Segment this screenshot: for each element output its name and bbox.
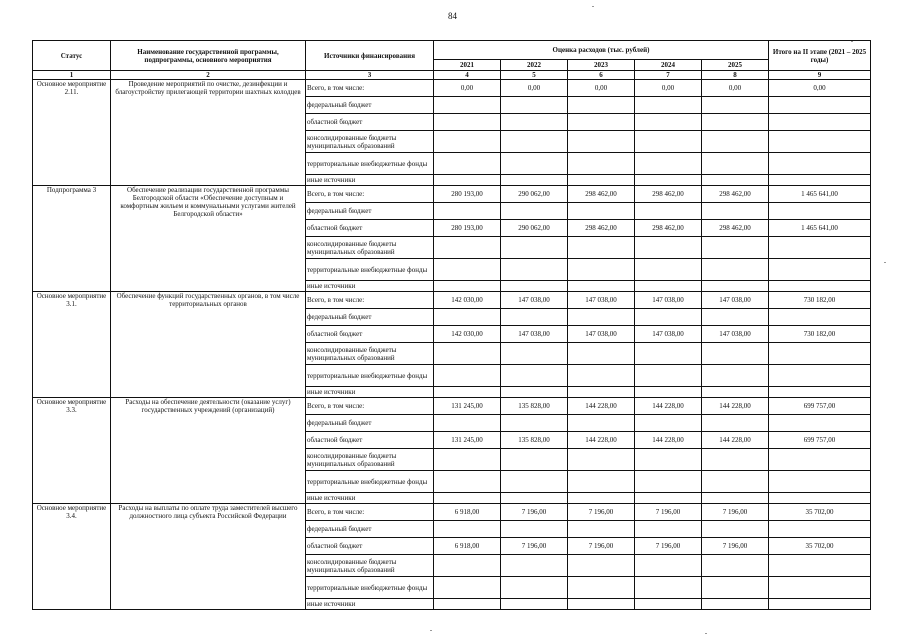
funding-source-cell: Всего, в том числе:: [306, 398, 434, 415]
year-value-cell: [568, 131, 635, 153]
year-value-cell: [702, 97, 769, 114]
column-number: 2: [111, 71, 306, 80]
year-value-cell: [434, 153, 501, 175]
year-value-cell: [434, 493, 501, 504]
year-value-cell: [501, 493, 568, 504]
year-value-cell: [635, 449, 702, 471]
program-name-cell: Расходы на выплаты по оплате труда заместителей высшего должностного лица субъекта Российской Федерации: [111, 504, 306, 610]
year-value-cell: [702, 175, 769, 186]
year-value-cell: [501, 97, 568, 114]
year-value-cell: 298 462,00: [702, 220, 769, 237]
year-value-cell: [434, 577, 501, 599]
total-value-cell: 35 702,00: [769, 538, 871, 555]
year-value-cell: 147 038,00: [702, 326, 769, 343]
year-value-cell: 6 918,00: [434, 538, 501, 555]
year-value-cell: 135 828,00: [501, 432, 568, 449]
year-value-cell: [568, 471, 635, 493]
header-year: 2025: [702, 60, 769, 71]
year-value-cell: 144 228,00: [635, 432, 702, 449]
total-value-cell: 699 757,00: [769, 432, 871, 449]
year-value-cell: 7 196,00: [501, 538, 568, 555]
year-value-cell: [635, 131, 702, 153]
year-value-cell: [702, 281, 769, 292]
total-value-cell: [769, 365, 871, 387]
column-number: 1: [33, 71, 111, 80]
year-value-cell: [501, 577, 568, 599]
header-year: 2022: [501, 60, 568, 71]
year-value-cell: 147 038,00: [501, 326, 568, 343]
funding-source-cell: федеральный бюджет: [306, 203, 434, 220]
year-value-cell: [501, 175, 568, 186]
year-value-cell: [568, 309, 635, 326]
year-value-cell: [434, 175, 501, 186]
funding-source-cell: иные источники: [306, 599, 434, 610]
status-cell: Основное мероприятие 3.1.: [33, 292, 111, 398]
header-name: Наименование государственной программы, подпрограммы, основного мероприятия: [111, 41, 306, 71]
total-value-cell: [769, 471, 871, 493]
scan-speck: [851, 41, 853, 42]
year-value-cell: 280 193,00: [434, 186, 501, 203]
year-value-cell: [635, 114, 702, 131]
year-value-cell: [434, 521, 501, 538]
column-number-row: [33, 71, 871, 80]
year-value-cell: [501, 203, 568, 220]
status-cell: Основное мероприятие 3.3.: [33, 398, 111, 504]
year-value-cell: [568, 97, 635, 114]
year-value-cell: [702, 493, 769, 504]
year-value-cell: [702, 131, 769, 153]
year-value-cell: [635, 309, 702, 326]
total-value-cell: 699 757,00: [769, 398, 871, 415]
header-year: 2024: [635, 60, 702, 71]
total-value-cell: 0,00: [769, 80, 871, 97]
table-row: [33, 398, 871, 415]
year-value-cell: [702, 449, 769, 471]
funding-source-cell: федеральный бюджет: [306, 521, 434, 538]
year-value-cell: 147 038,00: [635, 292, 702, 309]
year-value-cell: [635, 281, 702, 292]
year-value-cell: [702, 114, 769, 131]
total-value-cell: [769, 237, 871, 259]
year-value-cell: 147 038,00: [568, 326, 635, 343]
year-value-cell: [635, 175, 702, 186]
year-value-cell: [702, 599, 769, 610]
year-value-cell: [568, 281, 635, 292]
program-name-cell: Обеспечение функций государственных органов, в том числе территориальных органов: [111, 292, 306, 398]
total-value-cell: [769, 415, 871, 432]
year-value-cell: [501, 281, 568, 292]
year-value-cell: [635, 493, 702, 504]
year-value-cell: 6 918,00: [434, 504, 501, 521]
total-value-cell: [769, 153, 871, 175]
year-value-cell: [434, 237, 501, 259]
year-value-cell: [434, 449, 501, 471]
year-value-cell: [434, 114, 501, 131]
total-value-cell: 730 182,00: [769, 326, 871, 343]
total-value-cell: [769, 281, 871, 292]
year-value-cell: [568, 599, 635, 610]
year-value-cell: 142 030,00: [434, 326, 501, 343]
funding-source-cell: Всего, в том числе:: [306, 186, 434, 203]
funding-source-cell: иные источники: [306, 387, 434, 398]
funding-source-cell: Всего, в том числе:: [306, 292, 434, 309]
funding-source-cell: консолидированные бюджеты муниципальных образований: [306, 237, 434, 259]
year-value-cell: [568, 415, 635, 432]
scan-speck: [884, 262, 886, 263]
table-body: [33, 80, 871, 610]
year-value-cell: [568, 343, 635, 365]
header-estimate: Оценка расходов (тыс. рублей): [434, 41, 769, 60]
year-value-cell: 7 196,00: [702, 504, 769, 521]
year-value-cell: 144 228,00: [568, 398, 635, 415]
total-value-cell: [769, 577, 871, 599]
year-value-cell: [568, 365, 635, 387]
year-value-cell: [702, 153, 769, 175]
year-value-cell: [434, 309, 501, 326]
year-value-cell: 142 030,00: [434, 292, 501, 309]
year-value-cell: [702, 555, 769, 577]
funding-source-cell: областной бюджет: [306, 220, 434, 237]
year-value-cell: [501, 387, 568, 398]
year-value-cell: [702, 259, 769, 281]
year-value-cell: 0,00: [702, 80, 769, 97]
year-value-cell: [501, 131, 568, 153]
scan-speck: [592, 6, 594, 7]
funding-source-cell: федеральный бюджет: [306, 97, 434, 114]
column-number: 8: [702, 71, 769, 80]
year-value-cell: 147 038,00: [635, 326, 702, 343]
year-value-cell: [702, 203, 769, 220]
year-value-cell: [568, 203, 635, 220]
year-value-cell: [568, 114, 635, 131]
year-value-cell: 0,00: [434, 80, 501, 97]
year-value-cell: [501, 449, 568, 471]
total-value-cell: 730 182,00: [769, 292, 871, 309]
total-value-cell: [769, 309, 871, 326]
year-value-cell: 7 196,00: [635, 538, 702, 555]
year-value-cell: [635, 203, 702, 220]
year-value-cell: [702, 387, 769, 398]
funding-source-cell: федеральный бюджет: [306, 309, 434, 326]
total-value-cell: 1 465 641,00: [769, 220, 871, 237]
year-value-cell: [702, 471, 769, 493]
funding-source-cell: территориальные внебюджетные фонды: [306, 259, 434, 281]
year-value-cell: [501, 309, 568, 326]
funding-source-cell: иные источники: [306, 493, 434, 504]
funding-source-cell: Всего, в том числе:: [306, 504, 434, 521]
status-cell: Подпрограмма 3: [33, 186, 111, 292]
table-header: [33, 41, 871, 80]
total-value-cell: [769, 97, 871, 114]
year-value-cell: [501, 343, 568, 365]
year-value-cell: [702, 237, 769, 259]
page-number: 84: [448, 11, 457, 21]
funding-source-cell: консолидированные бюджеты муниципальных образований: [306, 449, 434, 471]
year-value-cell: [635, 153, 702, 175]
total-value-cell: 1 465 641,00: [769, 186, 871, 203]
funding-source-cell: консолидированные бюджеты муниципальных образований: [306, 131, 434, 153]
year-value-cell: [501, 521, 568, 538]
column-number: 9: [769, 71, 871, 80]
year-value-cell: 0,00: [635, 80, 702, 97]
column-number: 6: [568, 71, 635, 80]
year-value-cell: [434, 281, 501, 292]
total-value-cell: [769, 259, 871, 281]
column-number: 7: [635, 71, 702, 80]
year-value-cell: [568, 577, 635, 599]
scan-speck: [430, 630, 432, 631]
year-value-cell: [434, 343, 501, 365]
year-value-cell: [434, 259, 501, 281]
table-row: [33, 292, 871, 309]
total-value-cell: [769, 343, 871, 365]
scan-speck: [705, 633, 707, 634]
total-value-cell: [769, 521, 871, 538]
column-number: 4: [434, 71, 501, 80]
year-value-cell: [434, 203, 501, 220]
table-row: [33, 80, 871, 97]
program-name-cell: Проведение мероприятий по очистке, дезинфекции и благоустройству прилегающей территории шахтных колодцев: [111, 80, 306, 186]
year-value-cell: [434, 471, 501, 493]
expenditure-table: [32, 40, 871, 610]
total-value-cell: [769, 599, 871, 610]
year-value-cell: [501, 153, 568, 175]
year-value-cell: 7 196,00: [568, 538, 635, 555]
year-value-cell: [702, 415, 769, 432]
funding-source-cell: территориальные внебюджетные фонды: [306, 153, 434, 175]
year-value-cell: [635, 343, 702, 365]
year-value-cell: 147 038,00: [501, 292, 568, 309]
year-value-cell: 135 828,00: [501, 398, 568, 415]
year-value-cell: [501, 114, 568, 131]
year-value-cell: [635, 471, 702, 493]
year-value-cell: [635, 521, 702, 538]
year-value-cell: 298 462,00: [702, 186, 769, 203]
year-value-cell: [635, 415, 702, 432]
year-value-cell: [434, 599, 501, 610]
funding-source-cell: территориальные внебюджетные фонды: [306, 365, 434, 387]
year-value-cell: [434, 365, 501, 387]
funding-source-cell: областной бюджет: [306, 432, 434, 449]
year-value-cell: [635, 259, 702, 281]
year-value-cell: [635, 577, 702, 599]
year-value-cell: [568, 555, 635, 577]
total-value-cell: [769, 203, 871, 220]
total-value-cell: [769, 175, 871, 186]
year-value-cell: 298 462,00: [635, 220, 702, 237]
year-value-cell: 144 228,00: [702, 432, 769, 449]
year-value-cell: [568, 521, 635, 538]
funding-source-cell: Всего, в том числе:: [306, 80, 434, 97]
year-value-cell: 7 196,00: [501, 504, 568, 521]
header-year: 2023: [568, 60, 635, 71]
year-value-cell: [635, 97, 702, 114]
year-value-cell: [501, 599, 568, 610]
year-value-cell: 7 196,00: [568, 504, 635, 521]
year-value-cell: 280 193,00: [434, 220, 501, 237]
total-value-cell: [769, 131, 871, 153]
year-value-cell: 144 228,00: [635, 398, 702, 415]
year-value-cell: [501, 555, 568, 577]
year-value-cell: 131 245,00: [434, 432, 501, 449]
status-cell: Основное мероприятие 2.11.: [33, 80, 111, 186]
funding-source-cell: иные источники: [306, 175, 434, 186]
year-value-cell: [702, 521, 769, 538]
year-value-cell: 144 228,00: [702, 398, 769, 415]
funding-source-cell: областной бюджет: [306, 114, 434, 131]
year-value-cell: [635, 365, 702, 387]
year-value-cell: [568, 175, 635, 186]
program-name-cell: Расходы на обеспечение деятельности (оказание услуг) государственных учреждений (организаций): [111, 398, 306, 504]
header-status: Статус: [33, 41, 111, 71]
year-value-cell: [501, 415, 568, 432]
year-value-cell: [702, 365, 769, 387]
header-total: Итого на II этапе (2021 – 2025 годы): [769, 41, 871, 71]
year-value-cell: [635, 237, 702, 259]
year-value-cell: 0,00: [568, 80, 635, 97]
year-value-cell: 144 228,00: [568, 432, 635, 449]
year-value-cell: [635, 387, 702, 398]
total-value-cell: [769, 114, 871, 131]
year-value-cell: 298 462,00: [568, 220, 635, 237]
funding-source-cell: консолидированные бюджеты муниципальных образований: [306, 343, 434, 365]
year-value-cell: 290 062,00: [501, 220, 568, 237]
total-value-cell: [769, 493, 871, 504]
funding-source-cell: иные источники: [306, 281, 434, 292]
table-row: [33, 504, 871, 521]
funding-source-cell: территориальные внебюджетные фонды: [306, 577, 434, 599]
year-value-cell: 0,00: [501, 80, 568, 97]
year-value-cell: 7 196,00: [702, 538, 769, 555]
year-value-cell: [501, 365, 568, 387]
year-value-cell: [702, 309, 769, 326]
year-value-cell: 298 462,00: [568, 186, 635, 203]
column-number: 5: [501, 71, 568, 80]
year-value-cell: [434, 387, 501, 398]
table-row: [33, 186, 871, 203]
year-value-cell: 298 462,00: [635, 186, 702, 203]
total-value-cell: [769, 449, 871, 471]
year-value-cell: 147 038,00: [568, 292, 635, 309]
year-value-cell: 147 038,00: [702, 292, 769, 309]
header-sources: Источники финансирования: [306, 41, 434, 71]
year-value-cell: [568, 449, 635, 471]
year-value-cell: [568, 259, 635, 281]
year-value-cell: [568, 493, 635, 504]
funding-source-cell: федеральный бюджет: [306, 415, 434, 432]
year-value-cell: 7 196,00: [635, 504, 702, 521]
year-value-cell: [501, 259, 568, 281]
total-value-cell: 35 702,00: [769, 504, 871, 521]
status-cell: Основное мероприятие 3.4.: [33, 504, 111, 610]
header-year: 2021: [434, 60, 501, 71]
funding-source-cell: территориальные внебюджетные фонды: [306, 471, 434, 493]
year-value-cell: 131 245,00: [434, 398, 501, 415]
year-value-cell: [434, 415, 501, 432]
year-value-cell: [501, 237, 568, 259]
year-value-cell: [434, 555, 501, 577]
year-value-cell: [702, 577, 769, 599]
year-value-cell: [568, 153, 635, 175]
year-value-cell: [434, 97, 501, 114]
funding-source-cell: областной бюджет: [306, 326, 434, 343]
year-value-cell: [635, 599, 702, 610]
total-value-cell: [769, 387, 871, 398]
year-value-cell: [635, 555, 702, 577]
funding-source-cell: областной бюджет: [306, 538, 434, 555]
year-value-cell: [702, 343, 769, 365]
funding-source-cell: консолидированные бюджеты муниципальных образований: [306, 555, 434, 577]
program-name-cell: Обеспечение реализации государственной программы Белгородской области «Обеспечение доступным и комфортным жильем и коммунальными услугами жителей Белгородской области»: [111, 186, 306, 292]
column-number: 3: [306, 71, 434, 80]
year-value-cell: 290 062,00: [501, 186, 568, 203]
total-value-cell: [769, 555, 871, 577]
year-value-cell: [501, 471, 568, 493]
year-value-cell: [434, 131, 501, 153]
year-value-cell: [568, 237, 635, 259]
year-value-cell: [568, 387, 635, 398]
